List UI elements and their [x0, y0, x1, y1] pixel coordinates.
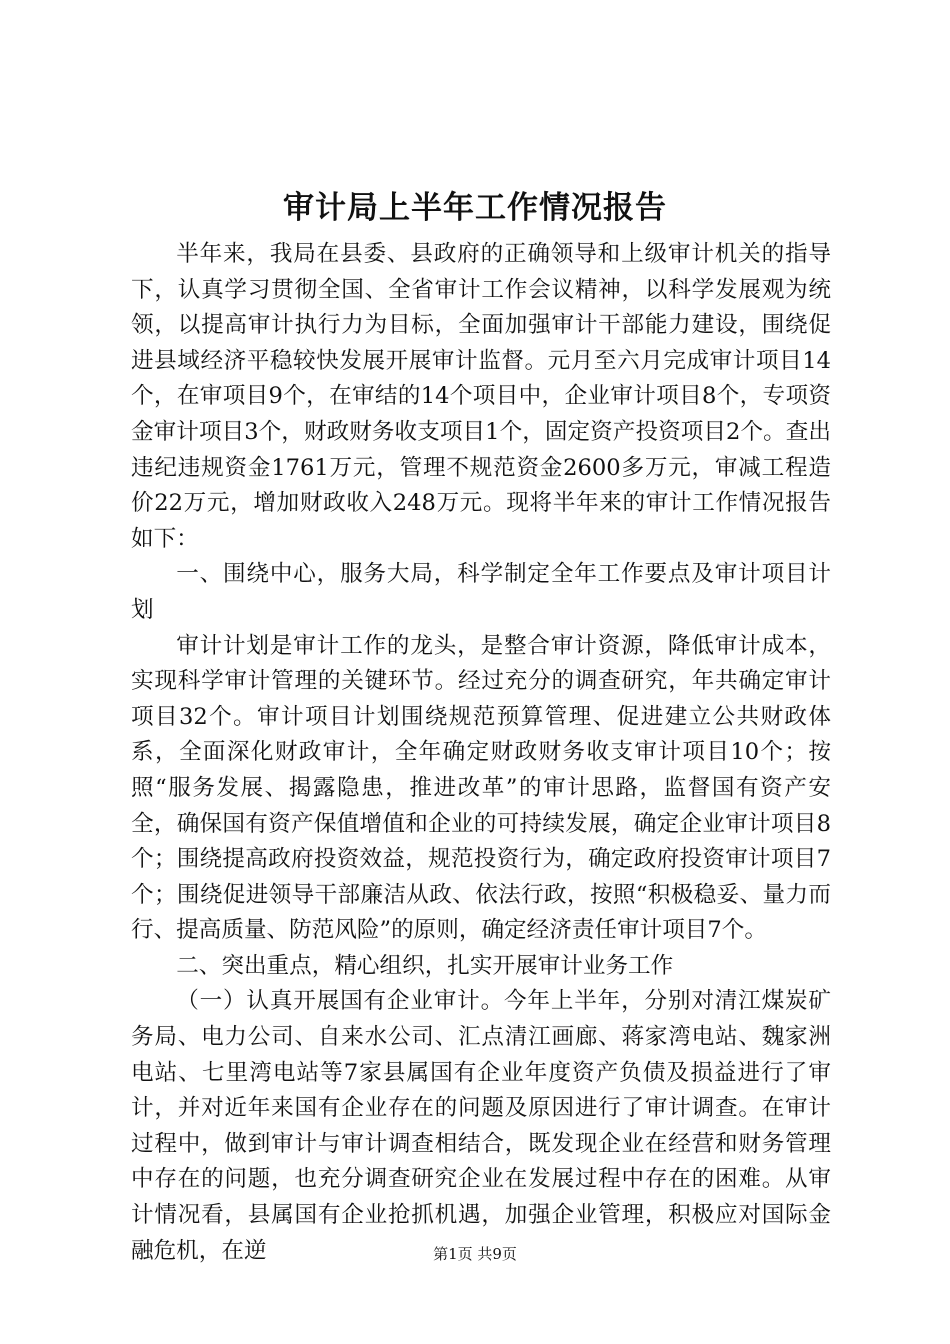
- document-title: 审计局上半年工作情况报告: [283, 190, 667, 226]
- paragraph-intro: 半年来，我局在县委、县政府的正确领导和上级审计机关的指导下，认真学习贯彻全国、全省审计工作会议精神，以科学发展观为统领，以提高审计执行力为目标，全面加强审计干部能力建设，围绕促进县域经济平稳较快发展开展审计监督。元月至六月完成审计项目14个，在审项目9个，在审结的14个项目中，企业审计项目8个，专项资金审计项目3个，财政财务收支项目1个，固定资产投资项目2个。查出违纪违规资金1761万元，管理不规范资金2600多万元，审减工程造价22万元，增加财政收入248万元。现将半年来的审计工作情况报告如下：: [131, 241, 831, 552]
- page-footer: 第1页 共9页: [433, 1245, 517, 1263]
- document-body: [131, 237, 831, 1269]
- paragraph-enterprise-audit: （一）认真开展国有企业审计。今年上半年，分别对清江煤炭矿务局、电力公司、自来水公司、汇点清江画廊、蒋家湾电站、魏家洲电站、七里湾电站等7家县属国有企业年度资产负债及损益进行了审计，并对近年来国有企业存在的问题及原因进行了审计调查。在审计过程中，做到审计与审计调查相结合，既发现企业在经营和财务管理中存在的问题，也充分调查研究企业在发展过程中存在的困难。从审计情况看，县属国有企业抢抓机遇，加强企业管理，积极应对国际金融危机，在逆: [131, 988, 831, 1264]
- section-heading-2: 二、突出重点，精心组织，扎实开展审计业务工作: [176, 952, 674, 979]
- paragraph-audit-plan: 审计计划是审计工作的龙头，是整合审计资源，降低审计成本，实现科学审计管理的关键环节。经过充分的调查研究，年共确定审计项目32个。审计项目计划围绕规范预算管理、促进建立公共财政体系，全面深化财政审计，全年确定财政财务收支审计项目10个；按照“服务发展、揭露隐患，推进改革”的审计思路，监督国有资产安全，确保国有资产保值增值和企业的可持续发展，确定企业审计项目8个；围绕提高政府投资效益，规范投资行为，确定政府投资审计项目7个；围绕促进领导干部廉洁从政、依法行政，按照“积极稳妥、量力而行、提高质量、防范风险”的原则，确定经济责任审计项目7个。: [131, 632, 831, 944]
- section-heading-1: 一、围绕中心，服务大局，科学制定全年工作要点及审计项目计划: [131, 561, 831, 623]
